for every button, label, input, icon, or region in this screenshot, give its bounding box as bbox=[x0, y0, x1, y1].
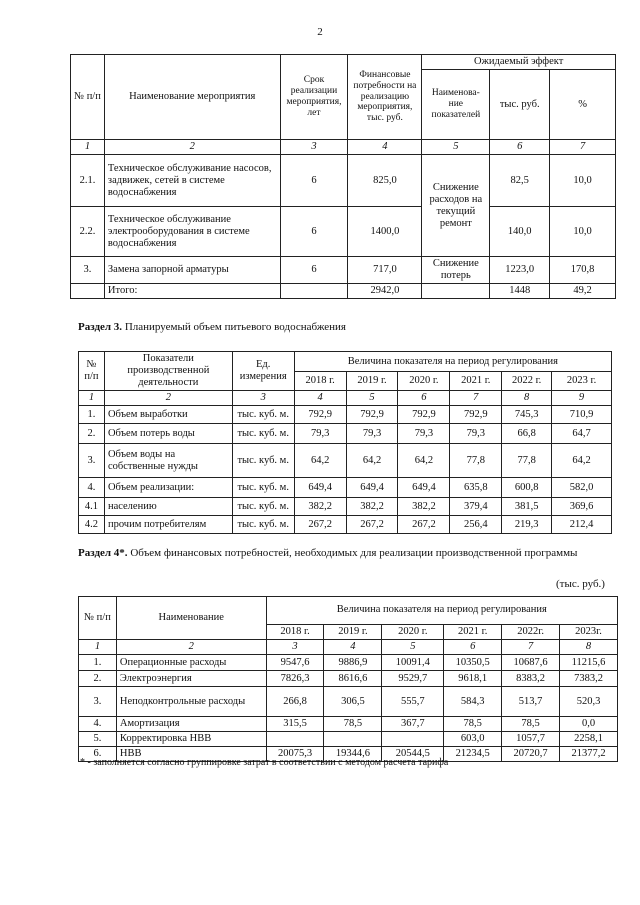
water-supply-table bbox=[78, 351, 612, 534]
col-name-header: Наименование bbox=[116, 597, 266, 640]
table-row bbox=[79, 655, 618, 671]
index-cell: 1 bbox=[71, 140, 105, 155]
index-cell: 3 bbox=[266, 640, 324, 655]
value-cell bbox=[266, 732, 324, 747]
financial-needs-table bbox=[78, 596, 618, 762]
year-header: 2021 г. bbox=[450, 372, 502, 391]
value-cell: 710,9 bbox=[552, 406, 612, 424]
value-cell: 8616,6 bbox=[324, 671, 382, 687]
row-num: 4.2 bbox=[79, 516, 105, 534]
row-rub: 82,5 bbox=[490, 155, 550, 207]
row-unit: тыс. куб. м. bbox=[232, 478, 294, 498]
index-cell: 6 bbox=[490, 140, 550, 155]
value-cell: 315,5 bbox=[266, 717, 324, 732]
value-cell: 79,3 bbox=[294, 424, 346, 444]
value-cell: 9618,1 bbox=[444, 671, 502, 687]
row-indicator: Снижение потерь bbox=[422, 257, 490, 284]
table-row bbox=[71, 257, 616, 284]
row-unit: тыс. куб. м. bbox=[232, 406, 294, 424]
table-row bbox=[79, 478, 612, 498]
col-indicator-header: Показатели производственной деятельности bbox=[104, 352, 232, 391]
index-cell: 4 bbox=[324, 640, 382, 655]
row-num: 1. bbox=[79, 655, 117, 671]
year-header: 2023 г. bbox=[552, 372, 612, 391]
value-cell: 382,2 bbox=[398, 498, 450, 516]
index-cell: 7 bbox=[502, 640, 560, 655]
col-indicator-header: Наименова-ние показателей bbox=[422, 70, 490, 140]
table-row bbox=[79, 732, 618, 747]
table-row bbox=[71, 207, 616, 257]
value-cell: 582,0 bbox=[552, 478, 612, 498]
index-cell: 5 bbox=[422, 140, 490, 155]
row-name: Замена запорной арматуры bbox=[104, 257, 280, 284]
value-cell: 21377,2 bbox=[560, 747, 618, 762]
col-num-header: № п/п bbox=[71, 55, 105, 140]
row-num: 4. bbox=[79, 478, 105, 498]
row-num: 2.1. bbox=[71, 155, 105, 207]
col-name-header: Наименование мероприятия bbox=[104, 55, 280, 140]
row-name: Электроэнергия bbox=[116, 671, 266, 687]
col-rub-header: тыс. руб. bbox=[490, 70, 550, 140]
row-fin: 825,0 bbox=[348, 155, 422, 207]
year-header: 2019 г. bbox=[346, 372, 398, 391]
value-cell: 381,5 bbox=[502, 498, 552, 516]
index-cell: 3 bbox=[232, 391, 294, 406]
section4-units: (тыс. руб.) bbox=[556, 578, 605, 590]
value-cell: 7826,3 bbox=[266, 671, 324, 687]
row-name: Амортизация bbox=[116, 717, 266, 732]
total-fin: 2942,0 bbox=[348, 284, 422, 299]
section4-title bbox=[78, 546, 614, 561]
value-cell: 792,9 bbox=[450, 406, 502, 424]
measures-table bbox=[70, 54, 616, 299]
value-cell: 64,2 bbox=[398, 444, 450, 478]
index-cell: 4 bbox=[294, 391, 346, 406]
total-label: Итого: bbox=[104, 284, 280, 299]
year-header: 2018 г. bbox=[266, 625, 324, 640]
value-cell: 78,5 bbox=[444, 717, 502, 732]
value-cell: 78,5 bbox=[502, 717, 560, 732]
year-header: 2022 г. bbox=[502, 372, 552, 391]
index-cell: 5 bbox=[382, 640, 444, 655]
section4-title-text: Объем финансовых потребностей, необходимых для реализации производственной программы bbox=[127, 547, 578, 559]
value-cell: 21234,5 bbox=[444, 747, 502, 762]
row-term: 6 bbox=[280, 257, 348, 284]
row-num: 2. bbox=[79, 424, 105, 444]
year-header: 2022г. bbox=[502, 625, 560, 640]
value-cell: 9529,7 bbox=[382, 671, 444, 687]
index-cell: 2 bbox=[104, 391, 232, 406]
value-cell: 584,3 bbox=[444, 687, 502, 717]
value-cell: 2258,1 bbox=[560, 732, 618, 747]
row-name: Объем потерь воды bbox=[104, 424, 232, 444]
index-cell: 8 bbox=[502, 391, 552, 406]
value-cell: 369,6 bbox=[552, 498, 612, 516]
index-row bbox=[79, 640, 618, 655]
index-cell: 1 bbox=[79, 391, 105, 406]
row-indicator bbox=[422, 284, 490, 299]
col-fin-header: Финансовые потребности на реализацию мероприятия, тыс. руб. bbox=[348, 55, 422, 140]
value-cell: 64,7 bbox=[552, 424, 612, 444]
page-number: 2 bbox=[317, 26, 323, 38]
value-cell: 600,8 bbox=[502, 478, 552, 498]
row-pct: 10,0 bbox=[550, 155, 616, 207]
value-cell: 20075,3 bbox=[266, 747, 324, 762]
value-cell: 792,9 bbox=[346, 406, 398, 424]
row-term bbox=[280, 284, 348, 299]
value-cell: 745,3 bbox=[502, 406, 552, 424]
section3-title-bold: Раздел 3. bbox=[78, 321, 123, 333]
row-pct: 170,8 bbox=[550, 257, 616, 284]
value-cell: 212,4 bbox=[552, 516, 612, 534]
row-unit: тыс. куб. м. bbox=[232, 516, 294, 534]
value-cell: 267,2 bbox=[398, 516, 450, 534]
value-cell: 219,3 bbox=[502, 516, 552, 534]
value-cell: 20720,7 bbox=[502, 747, 560, 762]
value-cell: 649,4 bbox=[346, 478, 398, 498]
row-term: 6 bbox=[280, 155, 348, 207]
row-rub: 140,0 bbox=[490, 207, 550, 257]
row-unit: тыс. куб. м. bbox=[232, 424, 294, 444]
table-row bbox=[71, 155, 616, 207]
value-cell: 256,4 bbox=[450, 516, 502, 534]
value-cell bbox=[382, 732, 444, 747]
value-cell bbox=[324, 732, 382, 747]
row-name: Неподконтрольные расходы bbox=[116, 687, 266, 717]
row-num: 4.1 bbox=[79, 498, 105, 516]
value-cell: 79,3 bbox=[398, 424, 450, 444]
merged-indicator-cell: Снижение расходов на текущий ремонт bbox=[422, 155, 490, 257]
row-fin: 717,0 bbox=[348, 257, 422, 284]
value-cell: 635,8 bbox=[450, 478, 502, 498]
row-name: Корректировка НВВ bbox=[116, 732, 266, 747]
row-name: прочим потребителям bbox=[104, 516, 232, 534]
year-header: 2021 г. bbox=[444, 625, 502, 640]
col-pct-header: % bbox=[550, 70, 616, 140]
index-cell: 2 bbox=[116, 640, 266, 655]
value-cell: 382,2 bbox=[346, 498, 398, 516]
row-name: населению bbox=[104, 498, 232, 516]
value-cell: 66,8 bbox=[502, 424, 552, 444]
row-name: Операционные расходы bbox=[116, 655, 266, 671]
value-cell: 10091,4 bbox=[382, 655, 444, 671]
row-num: 2.2. bbox=[71, 207, 105, 257]
value-cell: 64,2 bbox=[294, 444, 346, 478]
row-name: Объем реализации: bbox=[104, 478, 232, 498]
value-cell: 64,2 bbox=[346, 444, 398, 478]
value-cell: 1057,7 bbox=[502, 732, 560, 747]
table-row bbox=[79, 444, 612, 478]
col-effect-header: Ожидаемый эффект bbox=[422, 55, 616, 70]
value-cell: 649,4 bbox=[294, 478, 346, 498]
row-num: 1. bbox=[79, 406, 105, 424]
value-cell: 367,7 bbox=[382, 717, 444, 732]
period-header: Величина показателя на период регулирования bbox=[294, 352, 611, 372]
value-cell: 513,7 bbox=[502, 687, 560, 717]
table-row bbox=[79, 671, 618, 687]
row-fin: 1400,0 bbox=[348, 207, 422, 257]
index-cell: 1 bbox=[79, 640, 117, 655]
value-cell: 266,8 bbox=[266, 687, 324, 717]
index-cell: 3 bbox=[280, 140, 348, 155]
row-num: 4. bbox=[79, 717, 117, 732]
value-cell: 792,9 bbox=[294, 406, 346, 424]
value-cell: 649,4 bbox=[398, 478, 450, 498]
row-unit: тыс. куб. м. bbox=[232, 498, 294, 516]
total-pct: 49,2 bbox=[550, 284, 616, 299]
row-unit: тыс. куб. м. bbox=[232, 444, 294, 478]
period-header: Величина показателя на период регулирования bbox=[266, 597, 617, 625]
value-cell: 79,3 bbox=[346, 424, 398, 444]
value-cell: 603,0 bbox=[444, 732, 502, 747]
col-unit-header: Ед. измерения bbox=[232, 352, 294, 391]
row-rub: 1223,0 bbox=[490, 257, 550, 284]
row-num: 3. bbox=[79, 444, 105, 478]
col-num-header: № п/п bbox=[79, 597, 117, 640]
value-cell: 7383,2 bbox=[560, 671, 618, 687]
table-row bbox=[79, 424, 612, 444]
value-cell: 267,2 bbox=[294, 516, 346, 534]
index-cell: 6 bbox=[444, 640, 502, 655]
value-cell: 8383,2 bbox=[502, 671, 560, 687]
row-name: Объем воды на собственные нужды bbox=[104, 444, 232, 478]
index-cell: 7 bbox=[450, 391, 502, 406]
value-cell: 20544,5 bbox=[382, 747, 444, 762]
total-rub: 1448 bbox=[490, 284, 550, 299]
value-cell: 792,9 bbox=[398, 406, 450, 424]
section4-title-bold: Раздел 4*. bbox=[78, 547, 128, 559]
value-cell: 306,5 bbox=[324, 687, 382, 717]
row-num: 5. bbox=[79, 732, 117, 747]
row-num: 6. bbox=[79, 747, 117, 762]
value-cell: 79,3 bbox=[450, 424, 502, 444]
row-name: НВВ bbox=[116, 747, 266, 762]
index-cell: 5 bbox=[346, 391, 398, 406]
index-row bbox=[71, 140, 616, 155]
col-num-header: № п/п bbox=[79, 352, 105, 391]
total-row bbox=[71, 284, 616, 299]
value-cell: 77,8 bbox=[450, 444, 502, 478]
year-header: 2019 г. bbox=[324, 625, 382, 640]
value-cell: 555,7 bbox=[382, 687, 444, 717]
table-row bbox=[79, 498, 612, 516]
index-cell: 2 bbox=[104, 140, 280, 155]
section3-title bbox=[78, 321, 346, 333]
year-header: 2020 г. bbox=[398, 372, 450, 391]
year-header: 2020 г. bbox=[382, 625, 444, 640]
row-name: Техническое обслуживание насосов, задвижек, сетей в системе водоснабжения bbox=[104, 155, 280, 207]
row-pct: 10,0 bbox=[550, 207, 616, 257]
value-cell: 10350,5 bbox=[444, 655, 502, 671]
row-term: 6 bbox=[280, 207, 348, 257]
col-term-header: Срок реализации мероприятия, лет bbox=[280, 55, 348, 140]
value-cell: 0,0 bbox=[560, 717, 618, 732]
index-cell: 7 bbox=[550, 140, 616, 155]
index-row bbox=[79, 391, 612, 406]
footnote: * - заполняется согласно группировке затрат в соответствии с методом расчета тарифа bbox=[80, 757, 449, 768]
row-name: Объем выработки bbox=[104, 406, 232, 424]
value-cell: 382,2 bbox=[294, 498, 346, 516]
row-num: 3. bbox=[79, 687, 117, 717]
index-cell: 6 bbox=[398, 391, 450, 406]
table-row bbox=[79, 687, 618, 717]
value-cell: 9886,9 bbox=[324, 655, 382, 671]
value-cell: 64,2 bbox=[552, 444, 612, 478]
value-cell: 9547,6 bbox=[266, 655, 324, 671]
index-cell: 4 bbox=[348, 140, 422, 155]
index-cell: 9 bbox=[552, 391, 612, 406]
value-cell: 267,2 bbox=[346, 516, 398, 534]
value-cell: 19344,6 bbox=[324, 747, 382, 762]
value-cell: 77,8 bbox=[502, 444, 552, 478]
value-cell: 11215,6 bbox=[560, 655, 618, 671]
table-row bbox=[79, 717, 618, 732]
row-num: 3. bbox=[71, 257, 105, 284]
value-cell: 78,5 bbox=[324, 717, 382, 732]
year-header: 2023г. bbox=[560, 625, 618, 640]
value-cell: 520,3 bbox=[560, 687, 618, 717]
table-row bbox=[79, 516, 612, 534]
value-cell: 10687,6 bbox=[502, 655, 560, 671]
section3-title-text: Планируемый объем питьевого водоснабжения bbox=[122, 321, 346, 333]
row-num bbox=[71, 284, 105, 299]
table-row bbox=[79, 406, 612, 424]
row-name: Техническое обслуживание электрооборудования в системе водоснабжения bbox=[104, 207, 280, 257]
index-cell: 8 bbox=[560, 640, 618, 655]
year-header: 2018 г. bbox=[294, 372, 346, 391]
row-num: 2. bbox=[79, 671, 117, 687]
value-cell: 379,4 bbox=[450, 498, 502, 516]
